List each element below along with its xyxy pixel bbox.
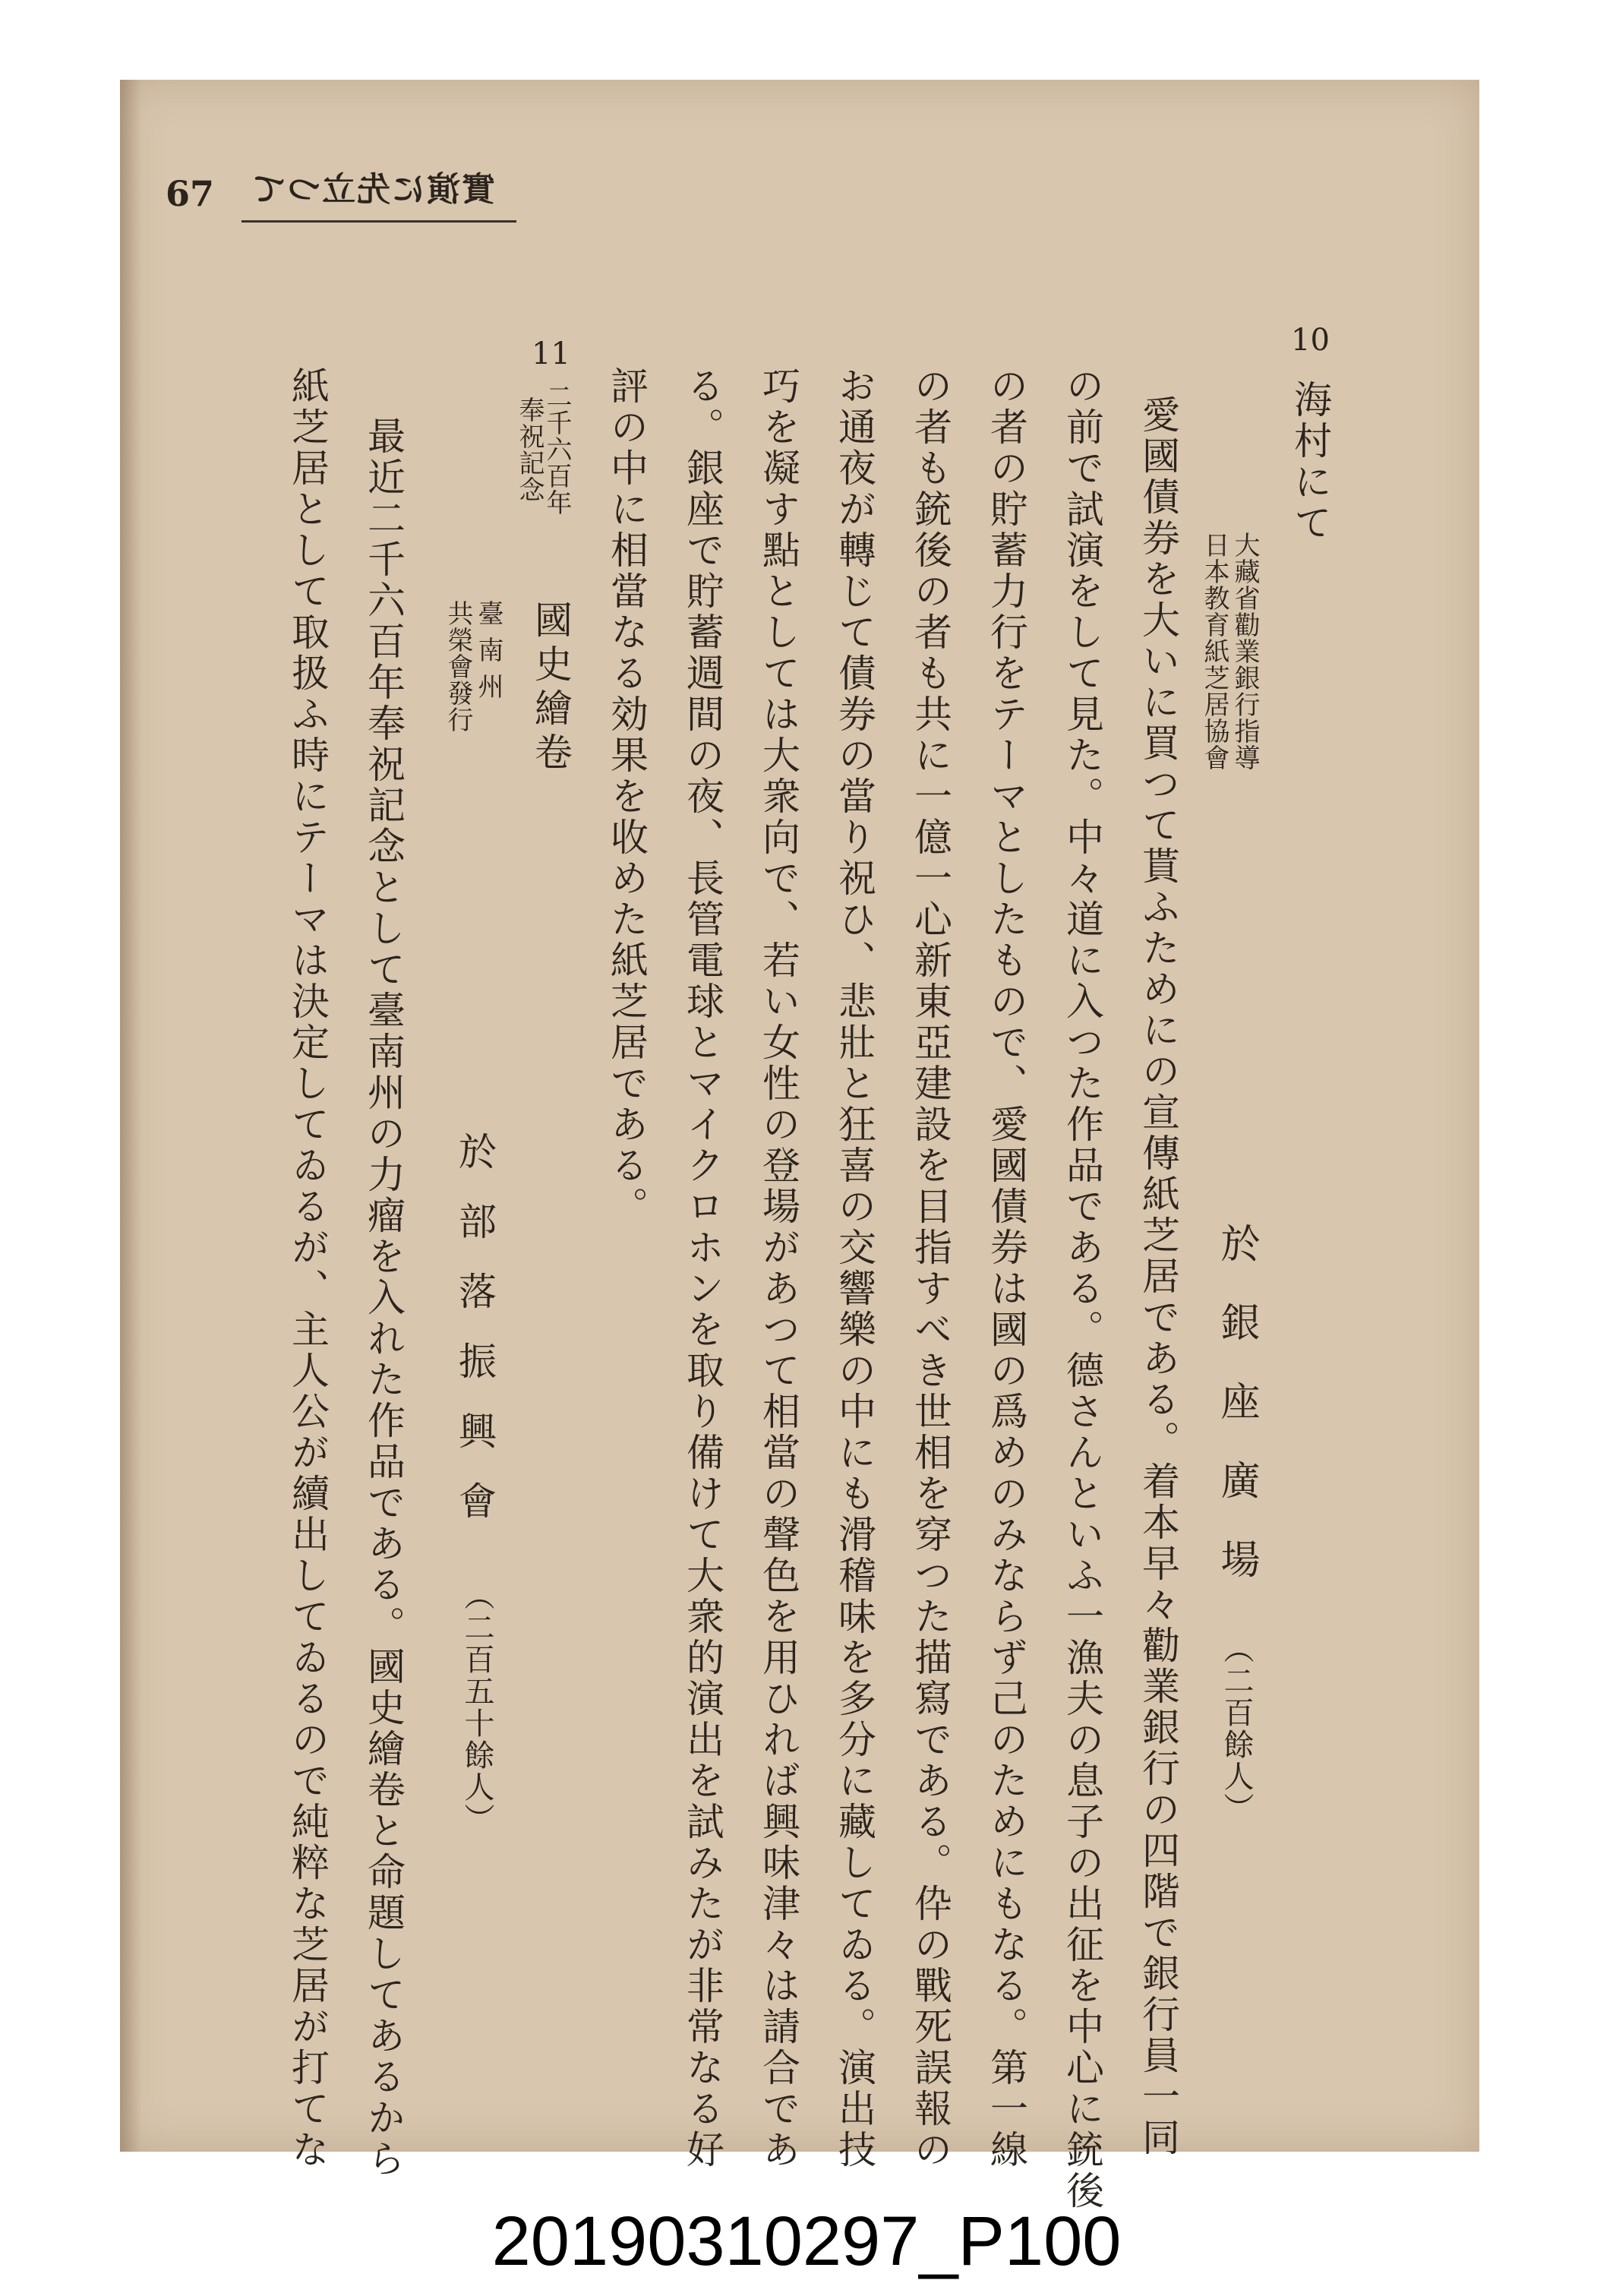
entry-10-venue: 於銀座廣場 [1214, 1223, 1259, 1618]
entry-11-venue: 於部落振興會 [453, 1132, 497, 1551]
entry-10-body-line-8: 評の中に相當なる効果を收めた紙芝居である。 [604, 366, 649, 1227]
entry-10-body-line-7: る。銀座で貯蓄週間の夜、長管電球とマイクロホンを取り備けて大衆的演出を試みたが非常なる好 [680, 366, 724, 2171]
entry-11-org-line2: 共榮會發行 [443, 600, 473, 733]
header-rule [241, 220, 516, 223]
entry-10-body-line-4: の者も銃後の者も共に一億一心新東亞建設を目指すべき世相を穿つた描寫である。伜の戰死誤報の [908, 366, 952, 2171]
entry-10-number: 10 [1291, 323, 1330, 358]
entry-11-title-line1: 二千六百年 [541, 383, 572, 516]
page-number: 67 [166, 173, 215, 214]
entry-10-org-line1: 大藏省勸業銀行指導 [1229, 532, 1260, 771]
entry-11-org-line1: 臺南州 [473, 600, 503, 709]
entry-10-org-line2: 日本教育紙芝居協會 [1199, 532, 1229, 771]
running-title [251, 170, 495, 209]
entry-10-body-line-5: お通夜が轉じて債券の當り祝ひ、悲壯と狂喜の交響樂の中にも滑稽味を多分に藏してゐる。演出技 [832, 366, 876, 2171]
entry-11-body-line-1: 最近二千六百年奉祝記念として臺南州の力瘤を入れた作品である。國史繪卷と命題してあるから [361, 416, 406, 2180]
entry-10-body-line-1: 愛國債券を大いに買つて貰ふためにの宣傳紙芝居である。着本早々勸業銀行の四階で銀行員一同 [1136, 395, 1180, 2159]
entry-11-body-line-2: 紙芝居として取扱ふ時にテーマは決定してゐるが、主人公が續出してゐるので純粹な芝居が打てな [286, 366, 330, 2171]
page-edge-shadow [120, 80, 141, 2152]
entry-10-body-line-2: の前で試演をして見た。中々道に入つた作品である。德さんといふ一漁夫の息子の出征を中心に銃後 [1060, 366, 1104, 2212]
entry-10-body-line-3: の者の貯蓄力行をテーマとしたもので、愛國債券は國の爲めのみならず己のためにもなる。第一線 [984, 366, 1028, 2171]
image-caption: 20190310297_P100 [491, 2203, 1122, 2280]
entry-11-number: 11 [532, 336, 570, 371]
entry-10-body-line-6: 巧を凝す點としては大衆向で、若い女性の登場があつて相當の聲色を用ひれば興味津々は請合であ [756, 366, 800, 2171]
entry-10-audience: （二百餘人） [1219, 1633, 1254, 1824]
entry-11-audience: （二百五十餘人） [459, 1580, 494, 1835]
entry-10-title: 海村にて [1288, 380, 1332, 544]
running-title-text: 實演に先立つて [251, 170, 495, 209]
entry-11-title-main: 國史繪卷 [529, 600, 573, 776]
entry-11-title-line2: 奉祝記念 [514, 396, 545, 503]
